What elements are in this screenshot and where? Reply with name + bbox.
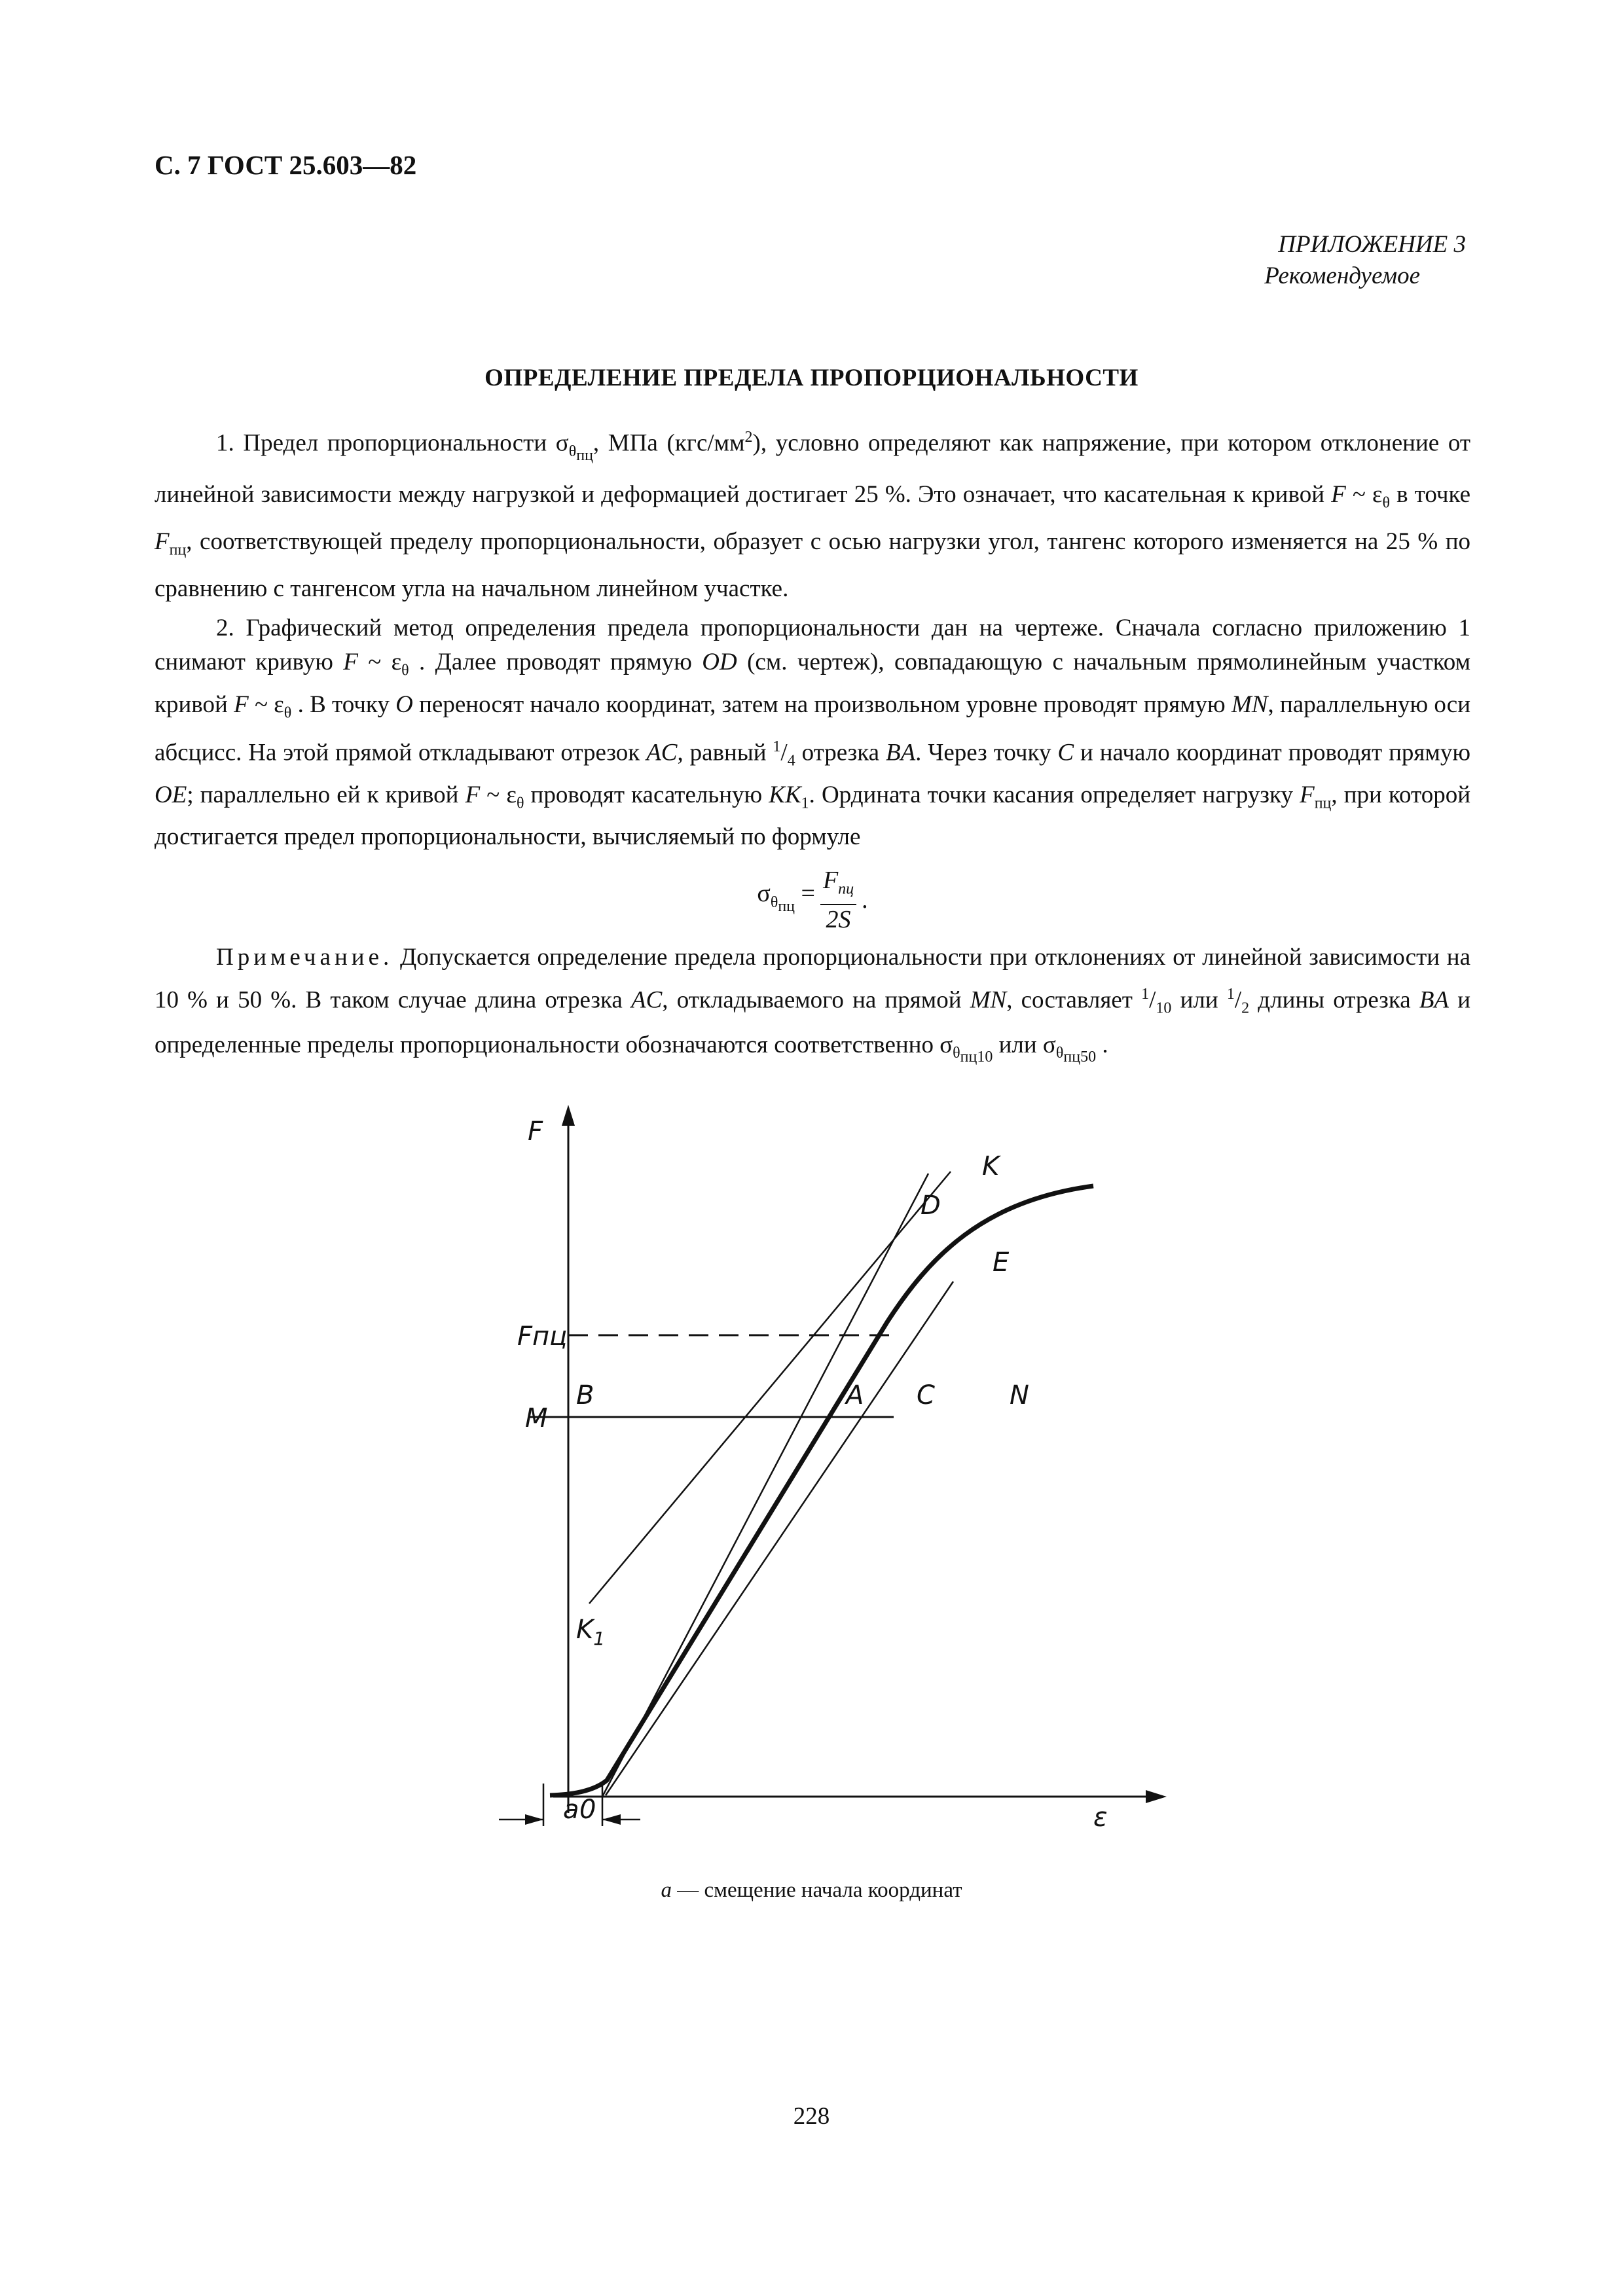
text-run: отрезка xyxy=(795,739,886,766)
text-run: 1 xyxy=(1141,986,1150,1003)
appendix-status: Рекомендуемое xyxy=(1264,262,1420,289)
text-run: 1 xyxy=(593,1628,606,1649)
load-deformation-curve xyxy=(550,1186,1093,1795)
label-K: K xyxy=(982,1151,1000,1181)
text-run: ~ ε xyxy=(480,781,517,808)
text-run: Допускается определение предела пропорциональности при отклонениях от линейной зависимости на 10 % и 50 %. В таком случае длина отрезка xyxy=(155,944,1470,1014)
label-N: N xyxy=(1010,1380,1029,1410)
text-run: F xyxy=(465,781,481,808)
text-run: , равный xyxy=(677,739,773,766)
text-run: . xyxy=(1096,1031,1108,1058)
text-run: = xyxy=(795,880,815,908)
text-run: OE xyxy=(155,781,187,808)
offset-arrow-left-icon xyxy=(525,1814,543,1825)
text-run: пц xyxy=(1314,795,1332,812)
text-run: , составляет xyxy=(1006,986,1142,1014)
text-run: F xyxy=(343,649,358,676)
text-run: . Ордината точки касания определяет нагрузку xyxy=(809,781,1300,808)
text-run: , параллельную оси абсцисс. На этой прямой откладывают отрезок xyxy=(155,691,1471,766)
body-text xyxy=(155,418,1470,1078)
text-run: / xyxy=(1234,986,1242,1014)
text-run: 1. Предел пропорциональности σ xyxy=(216,429,569,457)
text-run: 2 xyxy=(744,429,753,446)
page-number: 228 xyxy=(793,2103,830,2130)
text-run: θ xyxy=(770,893,778,911)
appendix-number: ПРИЛОЖЕНИЕ 3 xyxy=(1278,231,1466,258)
label-epsilon: ε xyxy=(1093,1803,1108,1833)
text-run: / xyxy=(780,739,788,766)
text-run: длины отрезка xyxy=(1249,986,1419,1014)
label-D: D xyxy=(921,1191,941,1221)
text-run: ~ ε xyxy=(357,649,402,676)
label-origin: 0 xyxy=(579,1795,596,1825)
text-run: 2 xyxy=(1241,999,1250,1017)
text-run: . xyxy=(862,886,868,914)
label-M: M xyxy=(525,1403,548,1433)
text-run: AC xyxy=(631,986,663,1014)
text-run: MN xyxy=(970,986,1007,1014)
text-run: θ xyxy=(1382,493,1390,511)
text-run: θ xyxy=(283,704,292,722)
note-label: Примечание. xyxy=(216,944,393,971)
text-run: θ xyxy=(568,442,577,460)
label-F: F xyxy=(528,1117,543,1147)
text-run: , МПа (кгс/мм xyxy=(593,429,745,457)
label-E: E xyxy=(993,1247,1010,1278)
text-run: переносят начало координат, затем на произвольном уровне проводят прямую xyxy=(412,691,1231,718)
text-run: F xyxy=(822,867,839,895)
note-paragraph xyxy=(155,939,1470,1075)
text-run: пц xyxy=(838,880,854,898)
text-run: или xyxy=(1171,986,1227,1014)
text-run: пц xyxy=(778,897,795,915)
text-run: . Далее проводят прямую xyxy=(409,649,702,676)
text-run: — смещение начала координат xyxy=(671,1878,962,1902)
text-run: 4 xyxy=(787,752,795,770)
text-run: и начало координат проводят прямую xyxy=(1074,739,1470,766)
y-axis-arrow-icon xyxy=(562,1105,575,1126)
formula-numerator xyxy=(820,866,856,905)
text-run: F xyxy=(234,691,249,718)
paragraph-2 xyxy=(155,611,1470,854)
text-run: F xyxy=(1300,781,1315,808)
text-run: ~ ε xyxy=(248,691,284,718)
text-run: и определенные пределы пропорциональности обозначаются соответственно σ xyxy=(155,986,1470,1058)
appendix-label xyxy=(1264,229,1466,292)
text-run: пц50 xyxy=(1063,1049,1097,1066)
text-run: a xyxy=(661,1878,672,1902)
text-run: / xyxy=(1149,986,1156,1014)
text-run: пц xyxy=(169,541,187,559)
formula-denominator: 2S xyxy=(826,905,851,933)
text-run: C xyxy=(1057,739,1074,766)
text-run: , при которой достигается предел пропорциональности, вычисляемый по формуле xyxy=(155,781,1471,851)
text-run: ~ ε xyxy=(1345,480,1383,508)
paragraph-1 xyxy=(155,418,1470,609)
formula-lhs xyxy=(757,878,815,922)
text-run: MN xyxy=(1231,691,1268,718)
text-run: или σ xyxy=(993,1031,1056,1058)
text-run: 1 xyxy=(773,738,781,756)
label-C: C xyxy=(917,1380,935,1410)
text-run: (см. чертеж), совпадающую с начальным прямолинейным участком кривой xyxy=(155,649,1470,718)
text-run: BA xyxy=(885,739,916,766)
label-B: B xyxy=(576,1380,594,1410)
text-run: , соответствующей пределу пропорциональности, образует с осью нагрузки угол, тангенс которого изменяется на 25 % по сравнению с тангенсом угла на начальном линейном участке. xyxy=(155,528,1470,603)
text-run: θ xyxy=(401,662,409,679)
text-run: θ xyxy=(1055,1045,1064,1062)
text-run: AC xyxy=(646,739,678,766)
text-run: σ xyxy=(757,880,771,908)
section-title: ОПРЕДЕЛЕНИЕ ПРЕДЕЛА ПРОПОРЦИОНАЛЬНОСТИ xyxy=(484,365,1139,391)
text-run: θ xyxy=(516,795,524,812)
text-run: . Через точку xyxy=(915,739,1058,766)
text-run: пц10 xyxy=(960,1049,993,1066)
offset-arrow-right-icon xyxy=(602,1814,621,1825)
text-run: . В точку xyxy=(291,691,396,718)
text-run: F xyxy=(155,528,170,555)
text-run: ), условно определяют как напряжение, при котором отклонение от линейной зависимости между нагрузкой и деформацией достигает 25 %. Это означает, что касательная к кривой xyxy=(155,429,1471,508)
text-run: KK xyxy=(769,781,801,808)
text-run: F xyxy=(1331,480,1346,508)
text-run: K xyxy=(576,1615,594,1645)
text-run: BA xyxy=(1419,986,1450,1014)
figure-caption xyxy=(0,1878,1623,1903)
text-run: ; параллельно ей к кривой xyxy=(187,781,465,808)
diagram-svg xyxy=(471,1086,1178,1872)
page-header: С. 7 ГОСТ 25.603—82 xyxy=(155,150,417,180)
tangent-KK1 xyxy=(589,1172,951,1604)
proportionality-limit-diagram xyxy=(471,1086,1178,1872)
text-run: проводят касательную xyxy=(524,781,769,808)
text-run: пц xyxy=(576,446,593,464)
formula-fraction xyxy=(820,866,856,934)
text-run: , откладываемого на прямой xyxy=(662,986,970,1014)
label-A: A xyxy=(846,1380,864,1410)
text-run: OD xyxy=(702,649,737,676)
text-run: 1 xyxy=(801,795,809,812)
text-run: O xyxy=(395,691,413,718)
text-run: 10 xyxy=(1156,999,1172,1017)
label-a: a xyxy=(563,1795,579,1825)
line-OE xyxy=(606,1282,953,1795)
x-axis-arrow-icon xyxy=(1146,1790,1167,1803)
text-run: θ xyxy=(953,1045,960,1062)
line-OD xyxy=(602,1174,928,1797)
text-run: 1 xyxy=(1226,986,1235,1003)
label-K1 xyxy=(576,1615,605,1649)
text-run: в точке xyxy=(1390,480,1470,508)
formula xyxy=(155,866,1470,933)
label-Fpc: Fпц xyxy=(517,1321,568,1352)
text-run: 2. Графический метод определения предела пропорциональности дан на чертеже. Сначала согласно приложению 1 снимают кривую xyxy=(155,615,1470,676)
